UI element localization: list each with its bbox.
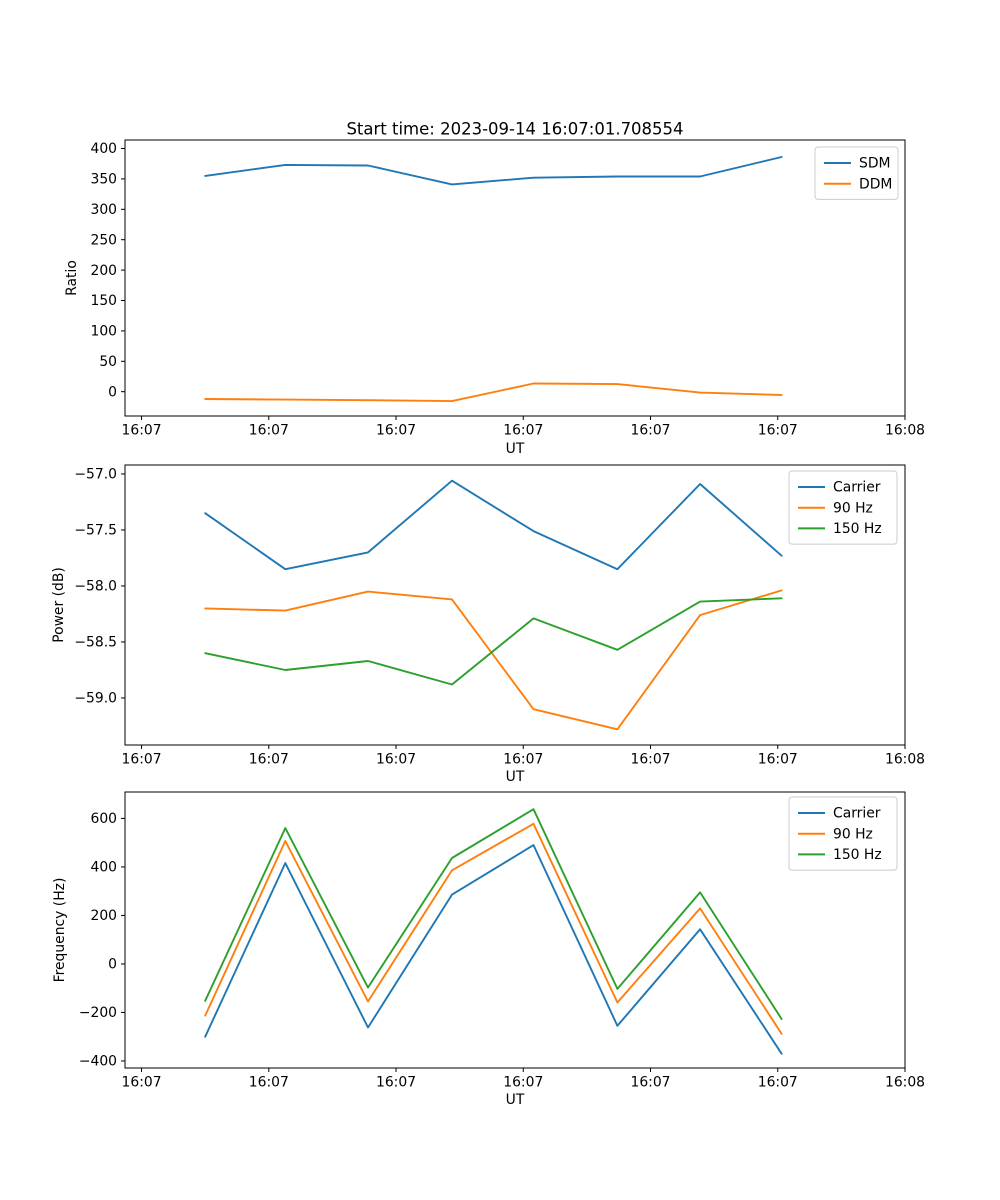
x-tick-label: 16:07 — [630, 422, 671, 439]
x-tick-label: 16:07 — [248, 1074, 289, 1091]
line-carrier-plot2 — [205, 481, 781, 570]
line-90-hz-plot3 — [205, 824, 781, 1034]
y-tick-label: 300 — [90, 202, 117, 219]
y-tick-label: 50 — [99, 353, 117, 370]
subplot-3 — [79, 792, 925, 1091]
x-tick-label: 16:07 — [121, 751, 162, 768]
subplot-2 — [74, 465, 925, 768]
y-tick-label: 600 — [90, 811, 117, 828]
y-tick-label: 400 — [90, 141, 117, 158]
figure-title: Start time: 2023-09-14 16:07:01.708554 — [346, 119, 684, 139]
x-tick-label: 16:07 — [248, 422, 289, 439]
x-tick-label: 16:07 — [248, 751, 289, 768]
x-tick-label: 16:07 — [757, 751, 798, 768]
y-tick-label: 250 — [90, 232, 117, 249]
y-tick-label: 400 — [90, 859, 117, 876]
y-axis-label-frequency: Frequency (Hz) — [52, 877, 68, 983]
y-tick-label: 0 — [108, 384, 117, 401]
x-tick-label: 16:07 — [757, 1074, 798, 1091]
line-carrier-plot3 — [205, 845, 781, 1054]
y-axis-label-power: Power (dB) — [51, 567, 67, 643]
y-tick-label: 350 — [90, 171, 117, 188]
x-tick-label: 16:07 — [121, 1074, 162, 1091]
legend-label-ddm: DDM — [859, 176, 893, 193]
x-tick-label: 16:08 — [884, 1074, 926, 1091]
y-tick-label: 200 — [90, 908, 117, 925]
y-tick-label: −400 — [78, 1053, 117, 1070]
subplot-1 — [90, 140, 925, 439]
y-axis-label-ratio: Ratio — [64, 260, 80, 296]
x-tick-label: 16:07 — [503, 422, 544, 439]
y-tick-label: 200 — [90, 262, 117, 279]
y-tick-label: −57.5 — [74, 522, 117, 539]
legend-plot3 — [789, 797, 897, 870]
y-tick-label: −58.0 — [74, 578, 117, 595]
x-tick-label: 16:07 — [503, 751, 544, 768]
line-sdm-plot1 — [205, 157, 781, 184]
legend-label-carrier: Carrier — [833, 805, 881, 822]
y-tick-label: 100 — [90, 323, 117, 340]
legend-plot1 — [815, 147, 898, 199]
x-tick-label: 16:07 — [503, 1074, 544, 1091]
line-ddm-plot1 — [205, 384, 781, 402]
x-axis-label-ut-2: UT — [505, 769, 525, 785]
x-tick-label: 16:07 — [376, 751, 417, 768]
legend-label-carrier: Carrier — [833, 479, 881, 496]
axes-box — [125, 465, 905, 745]
legend-plot2 — [789, 471, 897, 544]
y-tick-label: −57.0 — [74, 466, 117, 483]
x-tick-label: 16:07 — [121, 422, 162, 439]
x-tick-label: 16:07 — [376, 1074, 417, 1091]
x-tick-label: 16:07 — [376, 422, 417, 439]
y-tick-label: −58.5 — [74, 634, 117, 651]
x-axis-label-ut-3: UT — [505, 1092, 525, 1108]
x-tick-label: 16:07 — [630, 1074, 671, 1091]
y-tick-label: −59.0 — [74, 690, 117, 707]
x-tick-label: 16:07 — [757, 422, 798, 439]
legend-label-150-hz: 150 Hz — [833, 521, 882, 538]
x-tick-label: 16:07 — [630, 751, 671, 768]
legend-label-150-hz: 150 Hz — [833, 847, 882, 864]
y-tick-label: 0 — [108, 956, 117, 973]
legend-label-sdm: SDM — [859, 155, 891, 172]
legend-label-90-hz: 90 Hz — [833, 826, 873, 843]
line-150-hz-plot2 — [205, 598, 781, 684]
y-tick-label: −200 — [78, 1005, 117, 1022]
x-tick-label: 16:08 — [884, 751, 926, 768]
legend-label-90-hz: 90 Hz — [833, 500, 873, 517]
x-axis-label-ut-1: UT — [505, 441, 525, 457]
y-tick-label: 150 — [90, 293, 117, 310]
axes-box — [125, 140, 905, 416]
x-tick-label: 16:08 — [884, 422, 926, 439]
line-90-hz-plot2 — [205, 590, 781, 729]
